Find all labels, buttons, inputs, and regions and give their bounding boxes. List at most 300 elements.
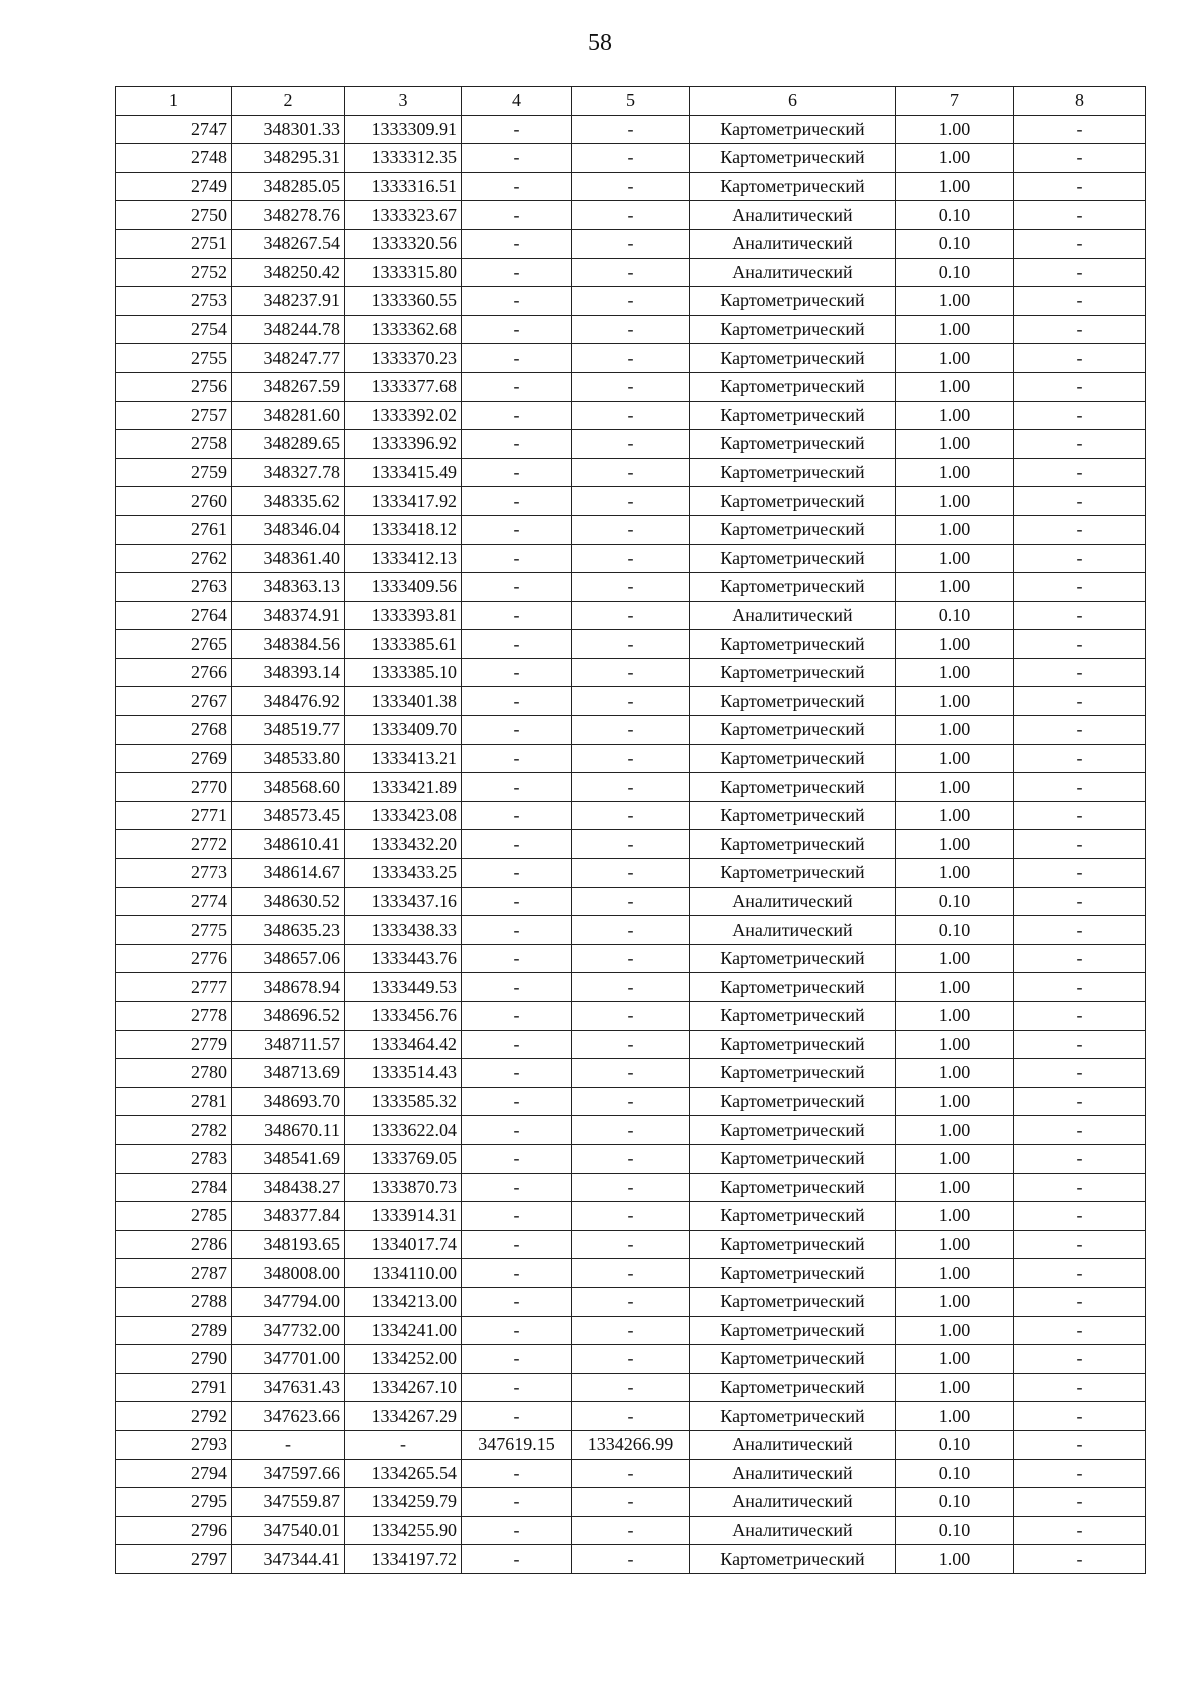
table-cell: 1333362.68: [345, 315, 462, 344]
table-cell: -: [462, 544, 572, 573]
table-cell: -: [462, 1230, 572, 1259]
table-cell: -: [572, 801, 690, 830]
table-cell: 1333377.68: [345, 372, 462, 401]
table-cell: Картометрический: [690, 1259, 896, 1288]
table-cell: -: [572, 487, 690, 516]
table-cell: 0.10: [896, 201, 1014, 230]
table-cell: 1333437.16: [345, 887, 462, 916]
table-cell: -: [572, 601, 690, 630]
table-cell: 1.00: [896, 716, 1014, 745]
table-cell: -: [1014, 287, 1146, 316]
table-cell: 1334265.54: [345, 1459, 462, 1488]
table-cell: 1333312.35: [345, 144, 462, 173]
table-cell: -: [462, 859, 572, 888]
table-cell: 2787: [116, 1259, 232, 1288]
column-header-6: 6: [690, 87, 896, 116]
table-cell: -: [572, 1030, 690, 1059]
table-row: [116, 1430, 1146, 1459]
table-cell: Картометрический: [690, 401, 896, 430]
table-cell: -: [572, 1116, 690, 1145]
table-cell: 1333514.43: [345, 1059, 462, 1088]
table-cell: -: [572, 973, 690, 1002]
table-cell: 0.10: [896, 1459, 1014, 1488]
table-cell: -: [1014, 229, 1146, 258]
table-row: [116, 1030, 1146, 1059]
table-cell: -: [462, 801, 572, 830]
table-cell: 1.00: [896, 573, 1014, 602]
table-cell: 2753: [116, 287, 232, 316]
table-row: [116, 916, 1146, 945]
table-cell: -: [572, 229, 690, 258]
table-row: [116, 887, 1146, 916]
table-cell: 2795: [116, 1488, 232, 1517]
table-cell: 1333412.13: [345, 544, 462, 573]
table-cell: -: [345, 1430, 462, 1459]
table-cell: 1334266.99: [572, 1430, 690, 1459]
table-cell: 1.00: [896, 401, 1014, 430]
table-cell: -: [572, 916, 690, 945]
table-row: [116, 1287, 1146, 1316]
table-cell: -: [462, 744, 572, 773]
table-cell: 348250.42: [232, 258, 345, 287]
table-cell: -: [1014, 744, 1146, 773]
table-cell: -: [462, 1059, 572, 1088]
table-cell: -: [462, 1202, 572, 1231]
table-cell: Картометрический: [690, 716, 896, 745]
table-cell: 1333316.51: [345, 172, 462, 201]
table-cell: 0.10: [896, 916, 1014, 945]
table-cell: -: [1014, 1316, 1146, 1345]
table-cell: 348247.77: [232, 344, 345, 373]
table-cell: 2758: [116, 430, 232, 459]
table-cell: 2777: [116, 973, 232, 1002]
table-cell: 1334213.00: [345, 1287, 462, 1316]
table-cell: -: [572, 1402, 690, 1431]
table-cell: -: [1014, 1545, 1146, 1574]
column-header-4: 4: [462, 87, 572, 116]
table-cell: 1.00: [896, 372, 1014, 401]
table-cell: Картометрический: [690, 1202, 896, 1231]
table-row: [116, 830, 1146, 859]
table-cell: -: [1014, 1059, 1146, 1088]
table-cell: -: [1014, 1202, 1146, 1231]
table-cell: 2789: [116, 1316, 232, 1345]
table-row: [116, 773, 1146, 802]
table-cell: -: [462, 1087, 572, 1116]
table-cell: 1333315.80: [345, 258, 462, 287]
table-cell: -: [1014, 573, 1146, 602]
table-cell: -: [1014, 801, 1146, 830]
table-cell: 0.10: [896, 1430, 1014, 1459]
table-cell: 348393.14: [232, 658, 345, 687]
table-cell: 2775: [116, 916, 232, 945]
table-cell: 1334267.10: [345, 1373, 462, 1402]
table-cell: 1333309.91: [345, 115, 462, 144]
table-cell: 348614.67: [232, 859, 345, 888]
table-cell: -: [1014, 1030, 1146, 1059]
table-body: [116, 115, 1146, 1573]
table-cell: -: [1014, 1516, 1146, 1545]
column-header-1: 1: [116, 87, 232, 116]
table-cell: 348244.78: [232, 315, 345, 344]
table-cell: 1333370.23: [345, 344, 462, 373]
table-cell: 348008.00: [232, 1259, 345, 1288]
table-cell: 2763: [116, 573, 232, 602]
coordinates-table: [115, 86, 1146, 1574]
table-cell: Картометрический: [690, 1059, 896, 1088]
table-row: [116, 1002, 1146, 1031]
table-cell: -: [572, 458, 690, 487]
table-cell: -: [462, 1002, 572, 1031]
table-cell: 1.00: [896, 1087, 1014, 1116]
table-cell: 1334252.00: [345, 1345, 462, 1374]
table-cell: Аналитический: [690, 887, 896, 916]
table-cell: 2747: [116, 115, 232, 144]
table-cell: 347619.15: [462, 1430, 572, 1459]
table-cell: -: [462, 401, 572, 430]
table-cell: -: [462, 458, 572, 487]
table-row: [116, 287, 1146, 316]
table-row: [116, 859, 1146, 888]
table-row: [116, 1459, 1146, 1488]
table-cell: 1.00: [896, 1345, 1014, 1374]
table-cell: 1333393.81: [345, 601, 462, 630]
table-cell: 2757: [116, 401, 232, 430]
table-row: [116, 1402, 1146, 1431]
table-cell: 348281.60: [232, 401, 345, 430]
table-cell: -: [1014, 315, 1146, 344]
table-cell: -: [1014, 344, 1146, 373]
table-cell: -: [1014, 1173, 1146, 1202]
table-cell: -: [462, 944, 572, 973]
table-cell: 1.00: [896, 1059, 1014, 1088]
table-cell: 2762: [116, 544, 232, 573]
table-row: [116, 1116, 1146, 1145]
table-cell: -: [462, 1144, 572, 1173]
table-cell: 348335.62: [232, 487, 345, 516]
table-cell: -: [462, 630, 572, 659]
table-cell: -: [462, 229, 572, 258]
table-cell: 347794.00: [232, 1287, 345, 1316]
table-cell: 2750: [116, 201, 232, 230]
table-cell: -: [572, 430, 690, 459]
table-cell: -: [1014, 916, 1146, 945]
table-cell: 1.00: [896, 1173, 1014, 1202]
table-cell: 2790: [116, 1345, 232, 1374]
table-cell: 348711.57: [232, 1030, 345, 1059]
table-cell: 347701.00: [232, 1345, 345, 1374]
table-cell: 2767: [116, 687, 232, 716]
table-cell: -: [1014, 487, 1146, 516]
table-cell: 2786: [116, 1230, 232, 1259]
table-cell: 1.00: [896, 144, 1014, 173]
table-cell: Картометрический: [690, 658, 896, 687]
table-cell: -: [572, 258, 690, 287]
table-cell: 2766: [116, 658, 232, 687]
table-cell: Картометрический: [690, 830, 896, 859]
table-cell: -: [572, 1345, 690, 1374]
table-cell: 2794: [116, 1459, 232, 1488]
table-row: [116, 744, 1146, 773]
table-cell: 1.00: [896, 1230, 1014, 1259]
table-cell: 347631.43: [232, 1373, 345, 1402]
table-cell: -: [1014, 1259, 1146, 1288]
table-cell: -: [572, 201, 690, 230]
table-cell: 1.00: [896, 1545, 1014, 1574]
table-cell: -: [1014, 1144, 1146, 1173]
table-cell: 1333360.55: [345, 287, 462, 316]
table-cell: -: [572, 544, 690, 573]
table-cell: 1.00: [896, 287, 1014, 316]
table-cell: 2792: [116, 1402, 232, 1431]
table-cell: 1334017.74: [345, 1230, 462, 1259]
table-cell: 348568.60: [232, 773, 345, 802]
table-cell: 1.00: [896, 859, 1014, 888]
table-cell: -: [1014, 944, 1146, 973]
table-cell: 1.00: [896, 1402, 1014, 1431]
table-cell: Картометрический: [690, 544, 896, 573]
table-cell: 2751: [116, 229, 232, 258]
table-row: [116, 430, 1146, 459]
table-cell: 0.10: [896, 258, 1014, 287]
table-cell: Картометрический: [690, 1030, 896, 1059]
table-row: [116, 344, 1146, 373]
table-cell: 348295.31: [232, 144, 345, 173]
table-cell: 1.00: [896, 1002, 1014, 1031]
table-cell: -: [462, 1516, 572, 1545]
table-cell: 2783: [116, 1144, 232, 1173]
table-cell: 1.00: [896, 1030, 1014, 1059]
table-cell: 2785: [116, 1202, 232, 1231]
table-cell: 2761: [116, 515, 232, 544]
table-cell: -: [462, 430, 572, 459]
table-cell: 348327.78: [232, 458, 345, 487]
table-cell: -: [1014, 973, 1146, 1002]
table-row: [116, 372, 1146, 401]
table-cell: 1.00: [896, 487, 1014, 516]
table-cell: -: [1014, 201, 1146, 230]
table-cell: 1.00: [896, 1116, 1014, 1145]
table-cell: 348635.23: [232, 916, 345, 945]
table-cell: 2788: [116, 1287, 232, 1316]
table-cell: Аналитический: [690, 201, 896, 230]
table-cell: Картометрический: [690, 487, 896, 516]
table-cell: Картометрический: [690, 144, 896, 173]
table-row: [116, 258, 1146, 287]
table-cell: Картометрический: [690, 944, 896, 973]
table-cell: 1334255.90: [345, 1516, 462, 1545]
header-row: [116, 87, 1146, 116]
table-cell: -: [462, 201, 572, 230]
table-cell: -: [572, 1202, 690, 1231]
table-cell: -: [462, 573, 572, 602]
table-cell: -: [462, 1345, 572, 1374]
table-cell: 1.00: [896, 544, 1014, 573]
table-cell: -: [572, 1516, 690, 1545]
table-cell: 1.00: [896, 1259, 1014, 1288]
table-cell: Аналитический: [690, 1430, 896, 1459]
table-cell: -: [1014, 1488, 1146, 1517]
table-cell: 1.00: [896, 773, 1014, 802]
table-cell: 347597.66: [232, 1459, 345, 1488]
table-row: [116, 201, 1146, 230]
table-cell: Картометрический: [690, 630, 896, 659]
table-cell: 1333456.76: [345, 1002, 462, 1031]
table-cell: 2759: [116, 458, 232, 487]
table-row: [116, 1202, 1146, 1231]
table-cell: 2780: [116, 1059, 232, 1088]
table-cell: 348289.65: [232, 430, 345, 459]
table-cell: 2760: [116, 487, 232, 516]
table-cell: -: [462, 1259, 572, 1288]
table-row: [116, 601, 1146, 630]
table-cell: 1.00: [896, 944, 1014, 973]
table-cell: -: [1014, 1287, 1146, 1316]
table-row: [116, 1059, 1146, 1088]
table-cell: -: [572, 658, 690, 687]
table-cell: 1.00: [896, 1287, 1014, 1316]
table-cell: Картометрический: [690, 372, 896, 401]
table-cell: -: [462, 372, 572, 401]
column-header-5: 5: [572, 87, 690, 116]
table-cell: 0.10: [896, 887, 1014, 916]
table-cell: Аналитический: [690, 229, 896, 258]
table-cell: 1333622.04: [345, 1116, 462, 1145]
table-cell: -: [572, 401, 690, 430]
table-cell: 0.10: [896, 601, 1014, 630]
table-cell: 1.00: [896, 801, 1014, 830]
table-cell: 2791: [116, 1373, 232, 1402]
table-cell: -: [1014, 658, 1146, 687]
table-cell: 348361.40: [232, 544, 345, 573]
table-cell: -: [572, 144, 690, 173]
table-cell: -: [462, 658, 572, 687]
table-row: [116, 1488, 1146, 1517]
table-cell: -: [462, 1287, 572, 1316]
table-cell: -: [462, 1373, 572, 1402]
table-cell: 2771: [116, 801, 232, 830]
table-cell: 1.00: [896, 1202, 1014, 1231]
table-cell: 1334267.29: [345, 1402, 462, 1431]
table-cell: -: [572, 1173, 690, 1202]
table-cell: -: [572, 1087, 690, 1116]
table-cell: 1333320.56: [345, 229, 462, 258]
table-cell: 347540.01: [232, 1516, 345, 1545]
table-cell: 2764: [116, 601, 232, 630]
table-cell: Картометрический: [690, 1545, 896, 1574]
table-cell: 0.10: [896, 1488, 1014, 1517]
table-cell: -: [1014, 115, 1146, 144]
table-cell: Картометрический: [690, 1173, 896, 1202]
table-cell: 348678.94: [232, 973, 345, 1002]
table-cell: -: [572, 887, 690, 916]
table-cell: -: [1014, 458, 1146, 487]
table-cell: -: [1014, 544, 1146, 573]
table-cell: 1333421.89: [345, 773, 462, 802]
table-cell: -: [1014, 1230, 1146, 1259]
column-header-8: 8: [1014, 87, 1146, 116]
table-cell: 348610.41: [232, 830, 345, 859]
table-cell: -: [572, 115, 690, 144]
table-row: [116, 573, 1146, 602]
table-cell: -: [462, 315, 572, 344]
table-cell: -: [1014, 830, 1146, 859]
table-cell: 2782: [116, 1116, 232, 1145]
table-cell: 1333396.92: [345, 430, 462, 459]
table-row: [116, 1516, 1146, 1545]
table-cell: 1333423.08: [345, 801, 462, 830]
table-row: [116, 973, 1146, 1002]
table-cell: 2779: [116, 1030, 232, 1059]
table-cell: 1.00: [896, 658, 1014, 687]
table-cell: 1333433.25: [345, 859, 462, 888]
table-cell: -: [1014, 1373, 1146, 1402]
table-row: [116, 1373, 1146, 1402]
table-cell: 348193.65: [232, 1230, 345, 1259]
table-cell: 1333323.67: [345, 201, 462, 230]
table-cell: Картометрический: [690, 515, 896, 544]
table-cell: 1333585.32: [345, 1087, 462, 1116]
table-cell: 348573.45: [232, 801, 345, 830]
table-cell: 348533.80: [232, 744, 345, 773]
table-cell: -: [462, 830, 572, 859]
table-row: [116, 229, 1146, 258]
table-cell: -: [572, 1488, 690, 1517]
table-cell: 348670.11: [232, 1116, 345, 1145]
table-cell: -: [572, 944, 690, 973]
table-cell: Картометрический: [690, 801, 896, 830]
table-cell: Картометрический: [690, 1316, 896, 1345]
table-cell: Картометрический: [690, 773, 896, 802]
table-cell: 348377.84: [232, 1202, 345, 1231]
table-cell: -: [1014, 887, 1146, 916]
table-cell: -: [1014, 258, 1146, 287]
table-cell: -: [572, 1259, 690, 1288]
table-cell: 348696.52: [232, 1002, 345, 1031]
table-row: [116, 687, 1146, 716]
table-row: [116, 1087, 1146, 1116]
table-row: [116, 172, 1146, 201]
table-cell: 2776: [116, 944, 232, 973]
table-cell: 1.00: [896, 344, 1014, 373]
table-cell: 1333413.21: [345, 744, 462, 773]
table-cell: -: [462, 1402, 572, 1431]
table-cell: -: [1014, 1459, 1146, 1488]
table-row: [116, 458, 1146, 487]
table-row: [116, 515, 1146, 544]
table-cell: -: [462, 487, 572, 516]
table-row: [116, 716, 1146, 745]
table-cell: 347732.00: [232, 1316, 345, 1345]
table-cell: 348267.54: [232, 229, 345, 258]
table-cell: Картометрический: [690, 458, 896, 487]
table-cell: 1333385.10: [345, 658, 462, 687]
table-cell: -: [572, 515, 690, 544]
table-cell: -: [462, 1488, 572, 1517]
column-header-2: 2: [232, 87, 345, 116]
table-cell: -: [462, 1459, 572, 1488]
table-cell: 2774: [116, 887, 232, 916]
table-cell: 1.00: [896, 630, 1014, 659]
table-cell: -: [572, 687, 690, 716]
table-row: [116, 801, 1146, 830]
table-cell: -: [572, 1002, 690, 1031]
table-cell: Аналитический: [690, 258, 896, 287]
table-cell: -: [1014, 172, 1146, 201]
table-cell: 2796: [116, 1516, 232, 1545]
table-cell: Картометрический: [690, 287, 896, 316]
table-cell: 1.00: [896, 830, 1014, 859]
